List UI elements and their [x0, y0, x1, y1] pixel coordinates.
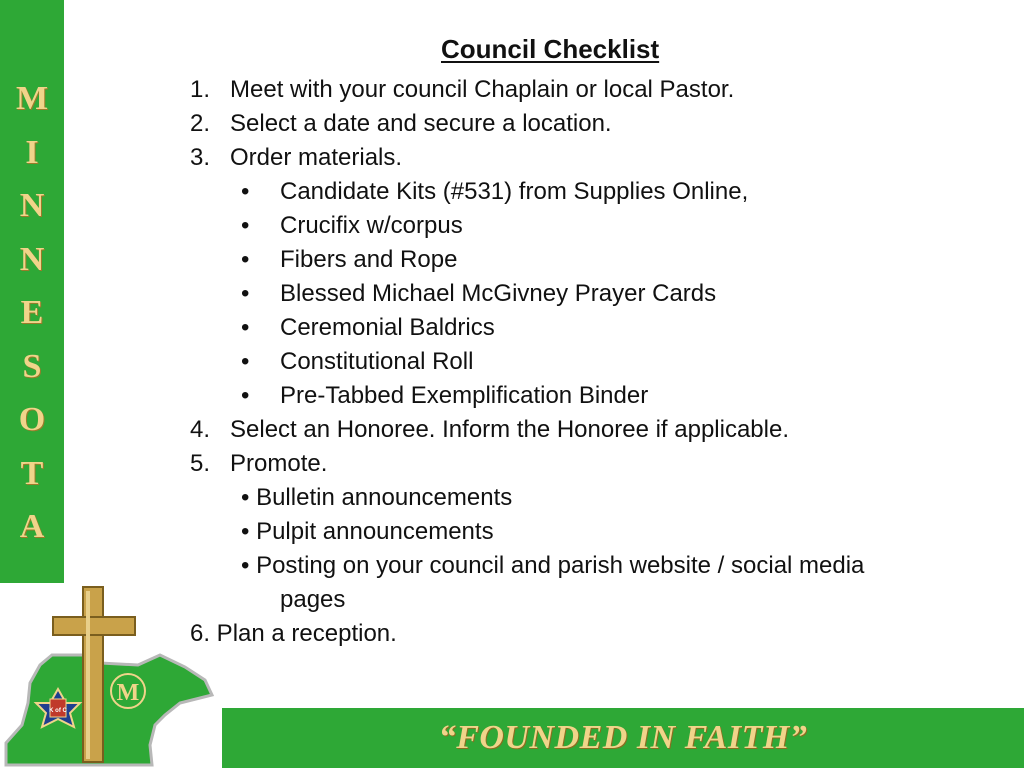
page-title: Council Checklist [441, 34, 660, 64]
material-item [241, 245, 457, 275]
bullet-icon: • [241, 280, 250, 307]
material-item [241, 279, 716, 309]
state-letter: N [19, 240, 45, 278]
material-text: Crucifix w/corpus [280, 212, 463, 239]
monogram-letter: M [116, 680, 140, 706]
material-item [241, 381, 648, 411]
state-letter: E [20, 294, 44, 331]
state-letter: O [18, 401, 46, 438]
motto-text: “FOUNDED IN FAITH” [438, 719, 808, 756]
item-text: Meet with your council Chaplain or local Pastor. [230, 76, 735, 103]
material-item [241, 177, 748, 207]
bullet-icon: • [241, 246, 250, 273]
checklist-item [190, 75, 734, 105]
item-text: Select a date and secure a location. [230, 110, 612, 137]
item-text: Promote. [230, 450, 328, 477]
promote-item: • Posting on your council and parish website / social media [241, 552, 865, 579]
state-name-vertical [0, 72, 64, 554]
state-letter: I [25, 133, 39, 171]
state-letter: M [15, 80, 49, 117]
state-letter: S [22, 347, 42, 385]
state-letter: N [19, 187, 45, 224]
checklist-item [190, 109, 612, 139]
checklist-item: 6. Plan a reception. [190, 620, 397, 647]
material-text: Constitutional Roll [280, 348, 474, 375]
promote-item-continuation: pages [280, 586, 346, 613]
material-text: Fibers and Rope [280, 246, 458, 273]
material-text: Pre-Tabbed Exemplification Binder [280, 382, 649, 409]
item-number: 3. [190, 144, 211, 171]
emblem-letters: K of C [49, 708, 67, 714]
motto-banner [222, 708, 1024, 768]
item-number: 2. [190, 110, 211, 137]
promote-item: • Bulletin announcements [241, 484, 513, 511]
material-text: Ceremonial Baldrics [280, 314, 495, 341]
material-text: Candidate Kits (#531) from Supplies Online, [280, 178, 749, 205]
item-number: 1. [190, 76, 211, 103]
item-number: 4. [190, 416, 211, 443]
checklist-item [190, 449, 327, 479]
item-text: Select an Honoree. Inform the Honoree if applicable. [230, 416, 789, 443]
state-letter: T [20, 454, 44, 492]
bullet-icon: • [241, 212, 250, 239]
item-text: Order materials. [230, 144, 403, 171]
minnesota-cross-logo [0, 585, 215, 768]
bullet-icon: • [241, 348, 250, 375]
checklist-item [190, 415, 789, 445]
item-number: 5. [190, 450, 211, 477]
material-item [241, 347, 473, 377]
bullet-icon: • [241, 178, 250, 205]
material-item [241, 313, 495, 343]
material-item [241, 211, 463, 241]
bullet-icon: • [241, 314, 250, 341]
bullet-icon: • [241, 382, 250, 409]
state-letter: A [19, 508, 45, 545]
minnesota-map-shape [6, 655, 212, 765]
checklist-item [190, 143, 402, 173]
promote-item: • Pulpit announcements [241, 518, 494, 545]
material-text: Blessed Michael McGivney Prayer Cards [280, 280, 717, 307]
